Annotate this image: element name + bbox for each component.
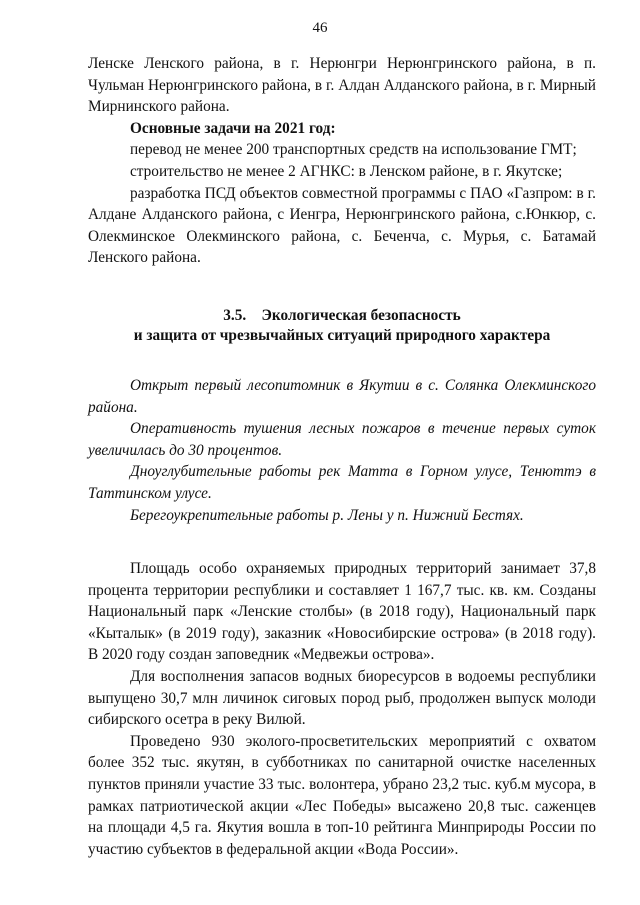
section-title: Экологическая безопасность bbox=[261, 306, 461, 324]
section-heading bbox=[88, 306, 596, 347]
section-heading-line1 bbox=[88, 306, 596, 327]
highlight-item: Дноуглубительные работы рек Матта в Горном улусе, Тенюттэ в Таттинском улусе. bbox=[88, 463, 596, 502]
task-item: перевод не менее 200 транспортных средств на использование ГМТ; bbox=[130, 141, 577, 159]
body-paragraph: Площадь особо охраняемых природных территорий занимает 37,8 процента территории республики и составляет 1 167,7 тыс. кв. км. Созданы Национальный парк «Ленские столбы» (в 2018 году), Национальный парк «Кыталык» (в 2019 году), заказник «Новосибирские острова» (в 2018 году). В 2020 году создан заповедник «Медвежьи острова». bbox=[88, 560, 596, 664]
page-number: 46 bbox=[312, 20, 328, 36]
intro-paragraph: Ленске Ленского района, в г. Нерюнгри Нерюнгринского района, в п. Чульман Нерюнгринского района, в г. Алдан Алданского района, в г. Мирный Мирнинского района. bbox=[88, 55, 596, 116]
task-item: разработка ПСД объектов совместной программы с ПАО «Газпром: в г. Алдане Алданского района, с Иенгра, Нерюнгринского района, с.Юнкюр, с. Олекминское Олекминского района, с. Беченча, с. Мурья, с. Батамай Ленского района. bbox=[88, 184, 596, 267]
highlight-item: Берегоукрепительные работы р. Лены у п. Нижний Бестях. bbox=[130, 506, 524, 524]
spacer bbox=[88, 347, 596, 375]
tasks-title: Основные задачи на 2021 год: bbox=[130, 119, 336, 137]
section-number: 3.5. bbox=[223, 306, 247, 324]
spacer bbox=[88, 526, 596, 558]
spacer bbox=[88, 269, 596, 306]
highlight-item: Оперативность тушения лесных пожаров в течение первых суток увеличилась до 30 процентов. bbox=[88, 420, 596, 459]
task-item: строительство не менее 2 АГНКС: в Ленском районе, в г. Якутске; bbox=[130, 162, 563, 180]
page-content bbox=[88, 53, 596, 860]
highlight-item: Открыт первый лесопитомник в Якутии в с. Солянка Олекминского района. bbox=[88, 376, 596, 416]
section-subtitle: и защита от чрезвычайных ситуаций природного характера bbox=[133, 327, 551, 345]
body-paragraph: Для восполнения запасов водных биоресурсов в водоемы республики выпущено 30,7 млн личинок сиговых пород рыб, продолжен выпуск молоди сибирского осетра в реку Вилюй. bbox=[88, 668, 596, 729]
body-paragraph: Проведено 930 эколого-просветительских мероприятий с охватом более 352 тыс. якутян, в субботниках по санитарной очистке населенных пунктов приняли участие 33 тыс. волонтера, убрано 23,2 тыс. куб.м мусора, в рамках патриотической акции «Лес Победы» высажено 20,8 тыс. саженцев на площади 4,5 га. Якутия вошла в топ-10 рейтинга Минприроды России по участию субъектов в федеральной акции «Вода России». bbox=[88, 732, 596, 858]
